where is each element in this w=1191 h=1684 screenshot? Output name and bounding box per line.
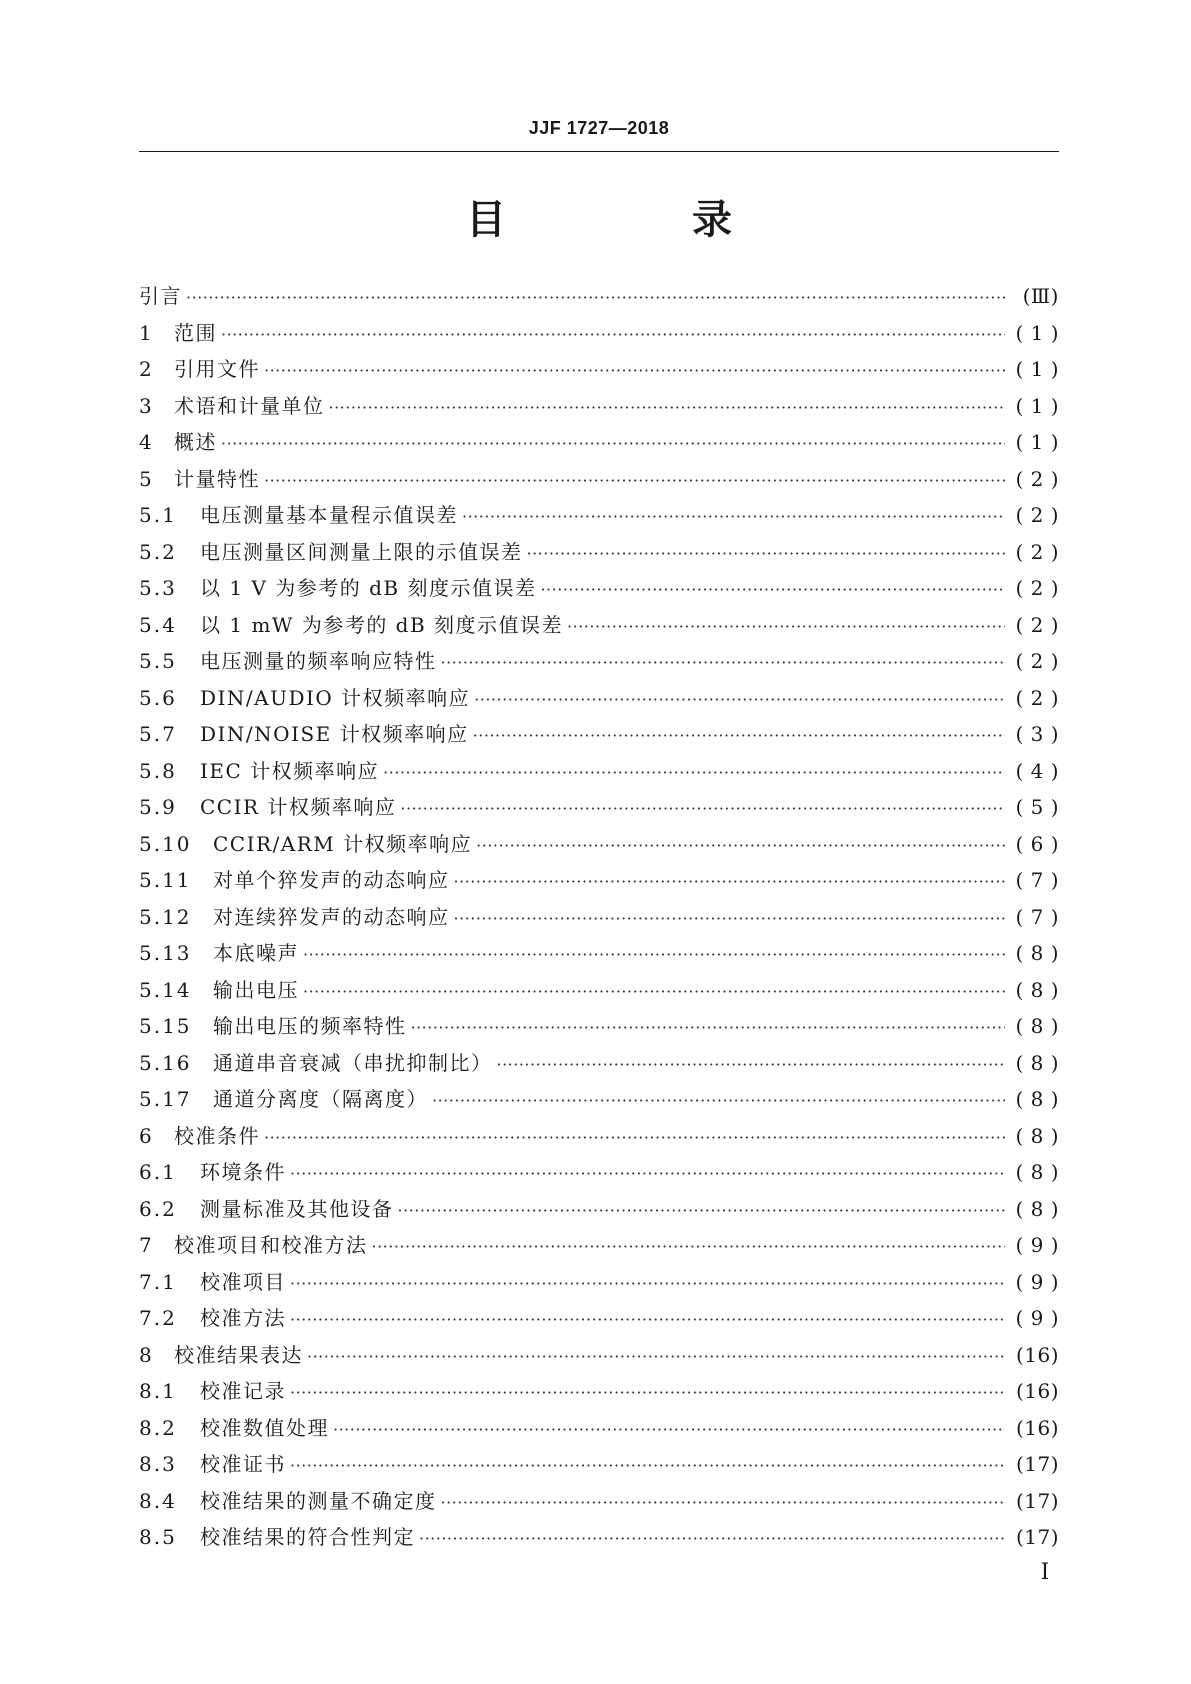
toc-dot-leader	[540, 570, 1005, 609]
toc-entry-label: 电压测量基本量程示值误差	[200, 503, 458, 527]
toc-entry-label: DIN/NOISE 计权频率响应	[200, 722, 469, 746]
toc-entry-label: 电压测量的频率响应特性	[200, 649, 437, 673]
toc-dot-leader	[290, 1446, 1005, 1485]
toc-dot-leader	[264, 1118, 1005, 1157]
toc-entry[interactable]	[139, 461, 1059, 498]
page-number: Ⅰ	[1040, 1560, 1050, 1585]
toc-entry-label: 以 1 mW 为参考的 dB 刻度示值误差	[200, 612, 564, 637]
toc-entry-page: ( 5 )	[1015, 795, 1059, 819]
toc-dot-leader	[290, 1373, 1005, 1412]
toc-entry-number: 7.2	[139, 1306, 177, 1330]
toc-dot-leader	[474, 680, 1005, 719]
toc-dot-leader	[333, 1410, 1005, 1449]
toc-entry-page: ( 8 )	[1015, 1014, 1059, 1038]
toc-entry-page: ( 2 )	[1015, 466, 1059, 491]
toc-entry-label: 校准结果表达	[174, 1342, 303, 1367]
toc-entry-number: 5.4	[139, 612, 177, 637]
toc-entry-number: 5.16	[139, 1050, 192, 1075]
toc-dot-leader	[290, 1300, 1005, 1339]
toc-entry-label: 对连续猝发声的动态响应	[213, 904, 450, 929]
toc-dot-leader	[462, 497, 1005, 536]
toc-entry-page: ( 9 )	[1015, 1306, 1059, 1330]
toc-entry[interactable]	[139, 899, 1059, 936]
toc-entry-page: ( 2 )	[1015, 612, 1059, 637]
toc-entry[interactable]	[139, 1519, 1059, 1556]
toc-dot-leader	[527, 534, 1006, 573]
toc-entry-page: ( 8 )	[1015, 1160, 1059, 1184]
toc-entry-number: 8.5	[139, 1525, 177, 1549]
toc-entry-number: 5.9	[139, 795, 177, 819]
toc-entry-page: ( 8 )	[1015, 977, 1059, 1002]
toc-entry-number: 6.1	[139, 1160, 177, 1184]
toc-entry[interactable]	[139, 1191, 1059, 1228]
toc-entry[interactable]	[139, 935, 1059, 972]
toc-entry-number: 5	[139, 466, 154, 491]
toc-entry[interactable]	[139, 315, 1059, 352]
toc-entry-number: 8.4	[139, 1488, 177, 1513]
toc-entry-number: 7.1	[139, 1269, 177, 1294]
toc-entry-label: 校准数值处理	[200, 1415, 329, 1440]
toc-entry[interactable]	[139, 972, 1059, 1009]
header-divider	[139, 151, 1059, 152]
toc-entry-label: 校准条件	[174, 1123, 260, 1148]
toc-entry-number: 5.7	[139, 722, 177, 746]
toc-entry-page: ( 8 )	[1015, 1196, 1059, 1221]
toc-entry[interactable]	[139, 278, 1059, 315]
toc-entry[interactable]	[139, 1373, 1059, 1410]
toc-entry-label: 通道分离度（隔离度）	[213, 1087, 428, 1111]
toc-entry[interactable]	[139, 1483, 1059, 1520]
toc-entry-number: 7	[139, 1233, 154, 1257]
toc-entry-label: 校准项目和校准方法	[174, 1233, 368, 1257]
toc-entry-label: 校准记录	[200, 1379, 286, 1403]
toc-entry[interactable]	[139, 1081, 1059, 1118]
toc-entry-label: 通道串音衰减（串扰抑制比）	[213, 1050, 493, 1075]
toc-entry-page: ( 6 )	[1015, 831, 1059, 856]
toc-entry-page: ( 1 )	[1015, 430, 1059, 454]
toc-dot-leader	[497, 1045, 1006, 1084]
toc-entry-page: ( 2 )	[1015, 576, 1059, 600]
toc-entry-page: ( 8 )	[1015, 1087, 1059, 1111]
toc-dot-leader	[303, 972, 1005, 1011]
toc-dot-leader	[400, 789, 1005, 828]
toc-entry[interactable]	[139, 1227, 1059, 1264]
toc-entry-number: 6.2	[139, 1196, 177, 1221]
table-of-contents	[139, 278, 1059, 1556]
toc-entry[interactable]	[139, 1008, 1059, 1045]
toc-dot-leader	[432, 1081, 1005, 1120]
toc-dot-leader	[476, 826, 1005, 865]
toc-entry-number: 5.1	[139, 503, 177, 527]
toc-entry-page: (17)	[1015, 1525, 1059, 1549]
toc-dot-leader	[303, 935, 1005, 974]
toc-entry-number: 8.2	[139, 1415, 177, 1440]
document-header: JJF 1727—2018	[528, 118, 670, 138]
toc-dot-leader	[307, 1337, 1005, 1376]
toc-entry-page: ( 7 )	[1015, 904, 1059, 929]
toc-entry-number: 3	[139, 393, 154, 418]
toc-entry[interactable]	[139, 1300, 1059, 1337]
toc-entry-label: 输出电压的频率特性	[213, 1014, 407, 1038]
toc-entry[interactable]	[139, 643, 1059, 680]
toc-entry-number: 5.12	[139, 904, 192, 929]
toc-entry-number: 5.8	[139, 758, 177, 783]
toc-entry-page: (16)	[1015, 1379, 1059, 1403]
toc-entry-page: ( 1 )	[1015, 357, 1059, 381]
toc-entry-page: ( 2 )	[1015, 685, 1059, 710]
toc-entry-page: ( 3 )	[1015, 722, 1059, 746]
toc-entry-number: 8.3	[139, 1452, 177, 1476]
toc-entry-label: 对单个猝发声的动态响应	[213, 868, 450, 892]
toc-entry-page: (17)	[1015, 1488, 1059, 1513]
toc-entry-label: DIN/AUDIO 计权频率响应	[200, 685, 471, 710]
toc-entry[interactable]	[139, 1446, 1059, 1483]
toc-entry-page: ( 8 )	[1015, 1123, 1059, 1148]
toc-dot-leader	[186, 278, 1005, 317]
toc-entry-number: 6	[139, 1123, 154, 1148]
toc-dot-leader	[290, 1154, 1005, 1193]
toc-entry-label: CCIR 计权频率响应	[200, 795, 397, 819]
toc-entry-number: 8	[139, 1342, 154, 1367]
toc-entry[interactable]	[139, 680, 1059, 717]
toc-entry[interactable]	[139, 1045, 1059, 1082]
toc-entry[interactable]	[139, 570, 1059, 607]
toc-entry[interactable]	[139, 424, 1059, 461]
toc-entry-label: 本底噪声	[213, 941, 299, 965]
toc-entry-label: IEC 计权频率响应	[200, 758, 380, 783]
toc-dot-leader	[567, 607, 1005, 646]
toc-dot-leader	[441, 643, 1006, 682]
toc-entry[interactable]	[139, 862, 1059, 899]
toc-entry-label: 概述	[174, 430, 217, 454]
toc-entry-page: ( 9 )	[1015, 1269, 1059, 1294]
toc-entry[interactable]	[139, 753, 1059, 790]
toc-entry-label: 术语和计量单位	[174, 393, 325, 418]
toc-entry-number: 5.10	[139, 831, 192, 856]
toc-entry-number: 5.2	[139, 539, 177, 564]
toc-dot-leader	[264, 351, 1005, 390]
toc-entry[interactable]	[139, 789, 1059, 826]
toc-dot-leader	[383, 753, 1005, 792]
toc-entry[interactable]	[139, 534, 1059, 571]
toc-entry-label: 校准项目	[200, 1269, 286, 1294]
toc-entry-label: 计量特性	[174, 466, 260, 491]
toc-entry-number: 1	[139, 320, 154, 345]
toc-entry-page: ( 2 )	[1015, 503, 1059, 527]
toc-dot-leader	[473, 716, 1005, 755]
toc-entry-label: 电压测量区间测量上限的示值误差	[200, 539, 523, 564]
toc-entry-page: ( 7 )	[1015, 868, 1059, 892]
toc-entry[interactable]	[139, 1118, 1059, 1155]
toc-entry-number: 5.11	[139, 868, 192, 892]
toc-entry-number: 4	[139, 430, 154, 454]
toc-entry-number: 5.5	[139, 649, 177, 673]
toc-entry-page: ( 8 )	[1015, 1050, 1059, 1075]
toc-dot-leader	[441, 1483, 1006, 1522]
toc-entry-page: ( 8 )	[1015, 941, 1059, 965]
toc-entry-label: 校准证书	[200, 1452, 286, 1476]
toc-entry-page: ( 4 )	[1015, 758, 1059, 783]
toc-entry-number: 5.17	[139, 1087, 192, 1111]
toc-entry-page: (16)	[1015, 1415, 1059, 1440]
toc-entry-number: 5.15	[139, 1014, 192, 1038]
toc-entry[interactable]	[139, 1410, 1059, 1447]
toc-entry-page: ( 1 )	[1015, 393, 1059, 418]
toc-entry[interactable]	[139, 607, 1059, 644]
toc-entry-label: 以 1 V 为参考的 dB 刻度示值误差	[200, 576, 537, 600]
toc-entry-number: 5.3	[139, 576, 177, 600]
toc-entry-label: CCIR/ARM 计权频率响应	[213, 831, 473, 856]
toc-dot-leader	[221, 424, 1005, 463]
toc-entry[interactable]	[139, 497, 1059, 534]
toc-entry-number: 5.13	[139, 941, 192, 965]
toc-dot-leader	[419, 1519, 1005, 1558]
toc-entry[interactable]	[139, 351, 1059, 388]
toc-entry[interactable]	[139, 826, 1059, 863]
toc-dot-leader	[454, 862, 1006, 901]
toc-entry-page: ( 9 )	[1015, 1233, 1059, 1257]
toc-dot-leader	[264, 461, 1005, 500]
toc-entry-number: 5.14	[139, 977, 192, 1002]
toc-dot-leader	[329, 388, 1006, 427]
toc-entry-label: 校准方法	[200, 1306, 286, 1330]
toc-entry-label: 校准结果的符合性判定	[200, 1525, 415, 1549]
toc-entry-page: (Ⅲ)	[1022, 284, 1059, 308]
toc-entry-label: 输出电压	[213, 977, 299, 1002]
toc-dot-leader	[372, 1227, 1006, 1266]
toc-entry-label: 引言	[139, 284, 182, 308]
toc-entry-number: 8.1	[139, 1379, 177, 1403]
toc-entry-page: (16)	[1015, 1342, 1059, 1367]
toc-entry[interactable]	[139, 716, 1059, 753]
toc-dot-leader	[398, 1191, 1006, 1230]
toc-entry[interactable]	[139, 1264, 1059, 1301]
toc-entry-number: 5.6	[139, 685, 177, 710]
toc-entry-label: 校准结果的测量不确定度	[200, 1488, 437, 1513]
toc-entry-page: ( 1 )	[1015, 320, 1059, 345]
toc-entry-label: 引用文件	[174, 357, 260, 381]
toc-entry[interactable]	[139, 1154, 1059, 1191]
toc-entry[interactable]	[139, 1337, 1059, 1374]
toc-dot-leader	[454, 899, 1006, 938]
toc-entry-label: 测量标准及其他设备	[200, 1196, 394, 1221]
toc-dot-leader	[221, 315, 1005, 354]
toc-entry-label: 范围	[174, 320, 217, 345]
toc-dot-leader	[290, 1264, 1005, 1303]
toc-entry-label: 环境条件	[200, 1160, 286, 1184]
toc-entry[interactable]	[139, 388, 1059, 425]
toc-entry-page: (17)	[1015, 1452, 1059, 1476]
page-title: 目 录	[466, 197, 818, 243]
toc-entry-page: ( 2 )	[1015, 649, 1059, 673]
toc-entry-number: 2	[139, 357, 154, 381]
toc-dot-leader	[411, 1008, 1006, 1047]
toc-entry-page: ( 2 )	[1015, 539, 1059, 564]
